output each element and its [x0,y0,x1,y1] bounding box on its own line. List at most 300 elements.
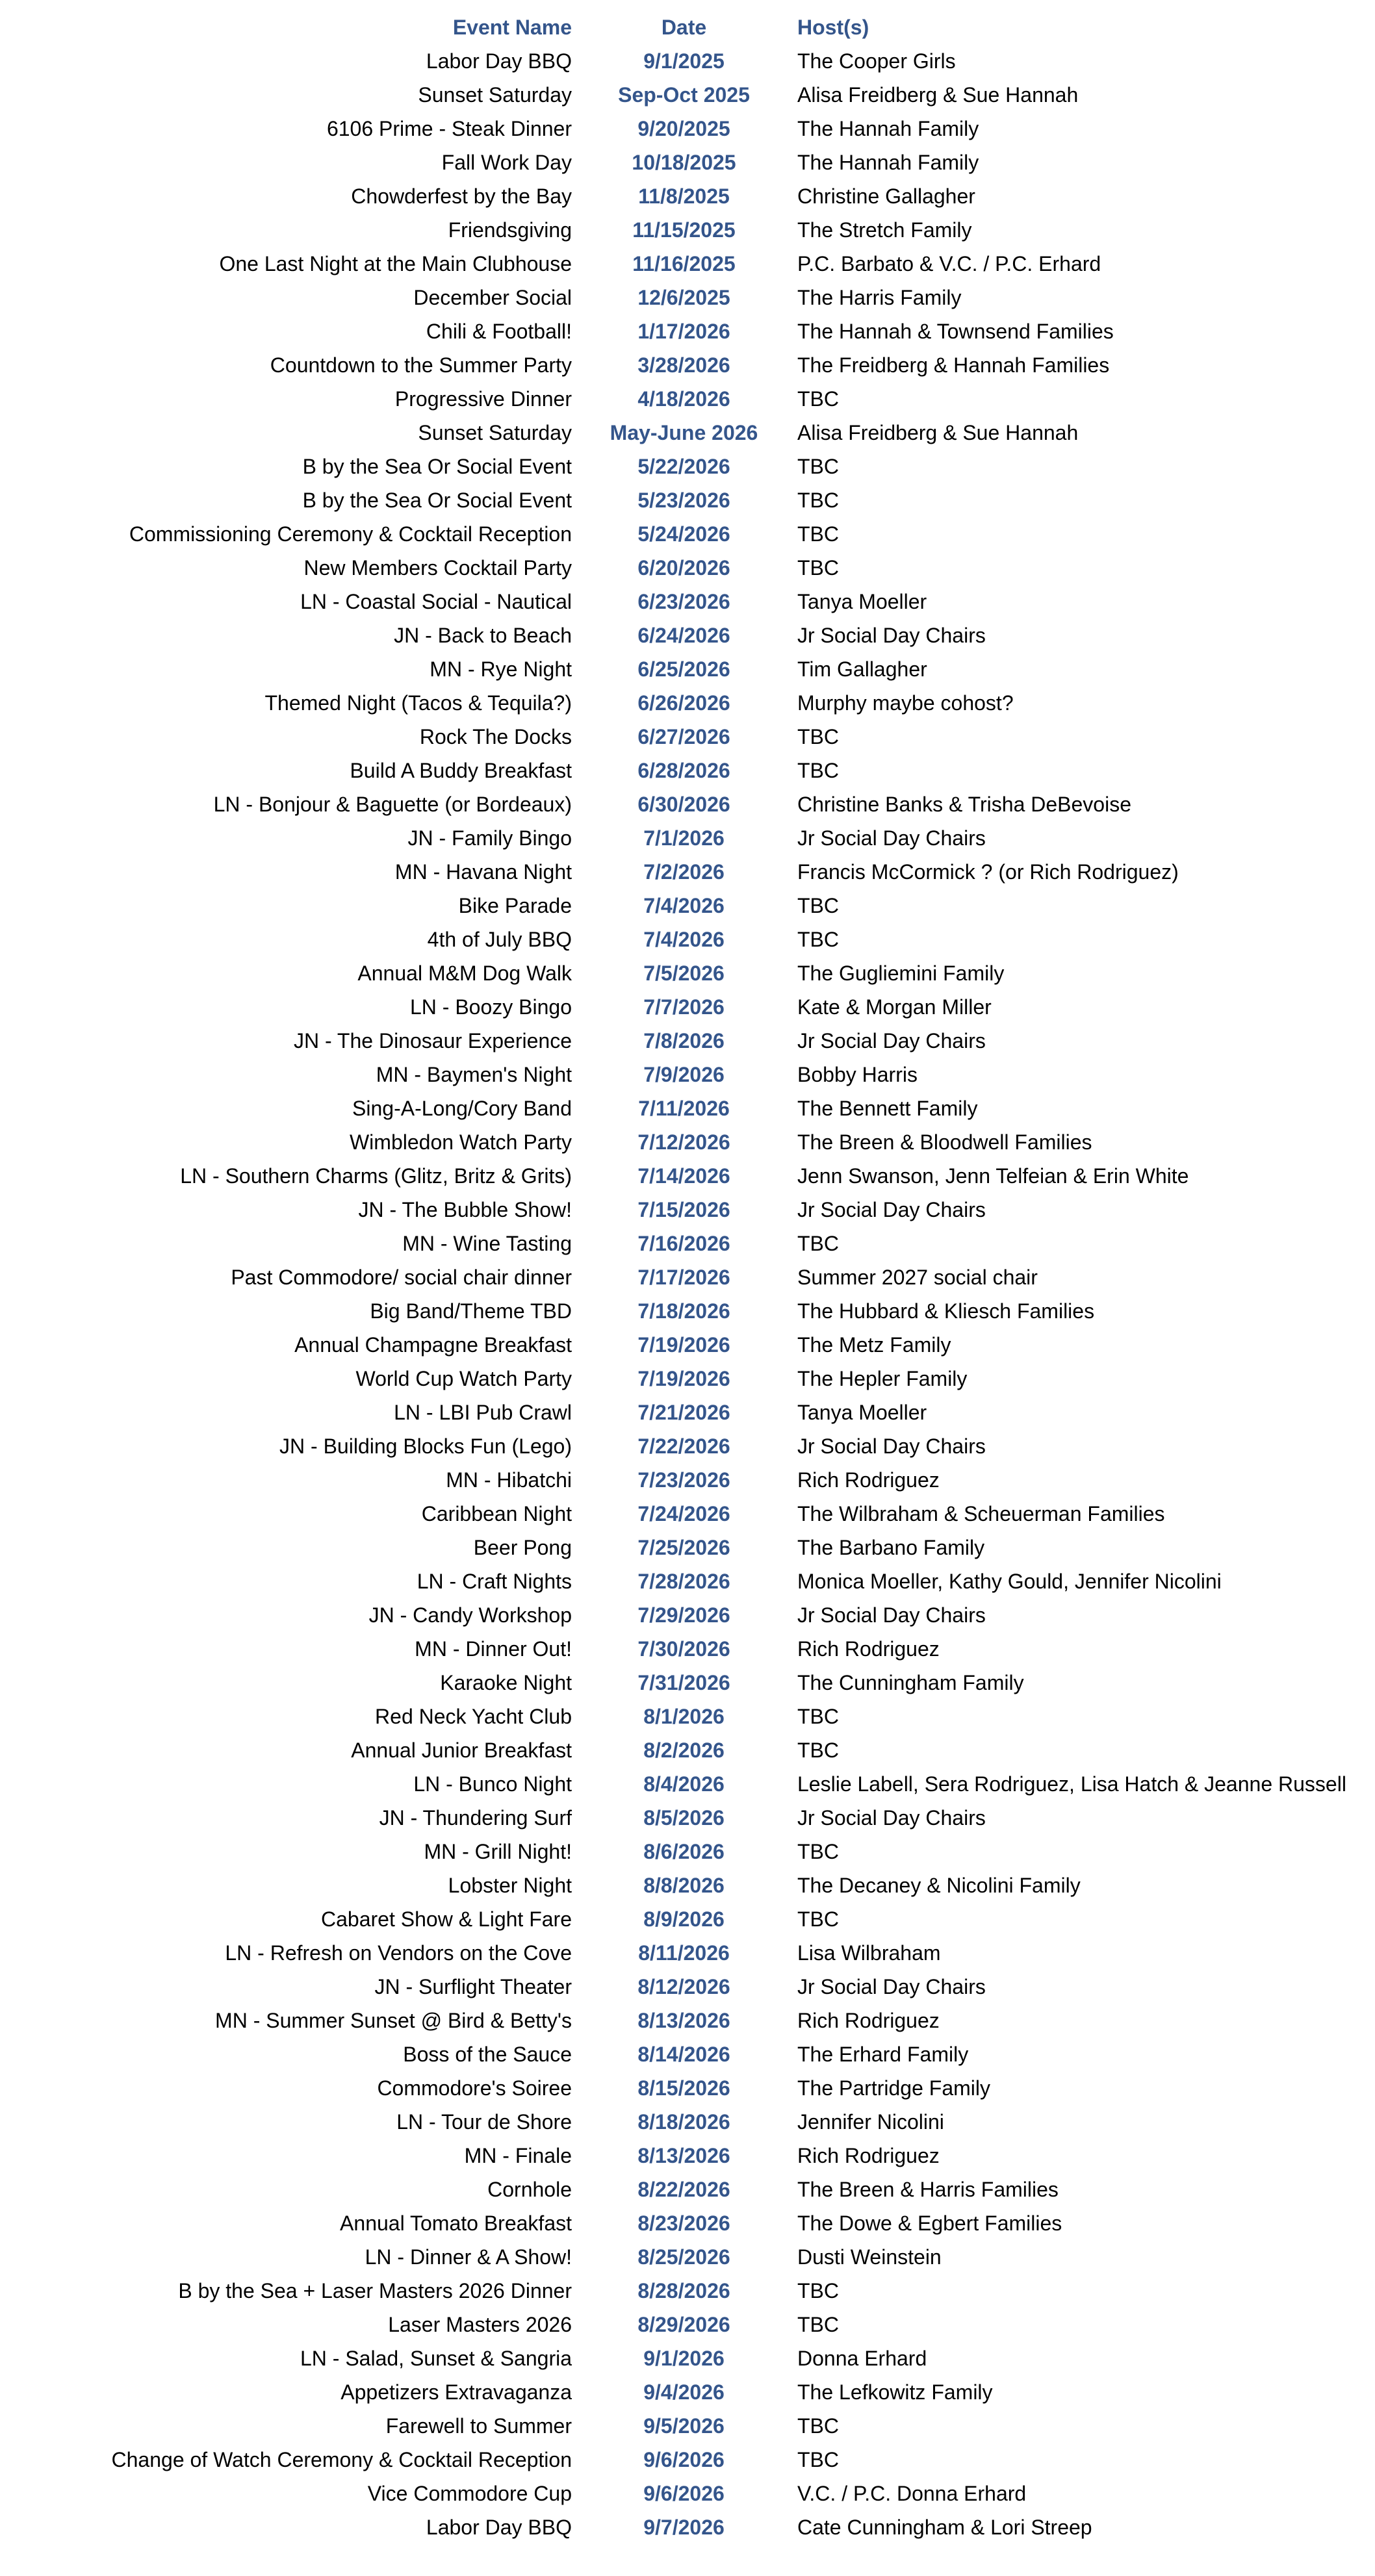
date-cell: 9/6/2026 [643,2448,725,2471]
host-cell: Rich Rodriguez [797,2009,940,2032]
date-cell: 7/5/2026 [643,962,725,985]
host-cell: Jennifer Nicolini [797,2110,944,2134]
host-cell: The Stretch Family [797,218,972,242]
host-cell: Francis McCormick ? (or Rich Rodriguez) [797,860,1179,884]
table-row [0,1058,1375,1091]
event-name-cell: 6106 Prime - Steak Dinner [326,117,572,140]
date-cell: 8/2/2026 [643,1739,725,1762]
date-cell: 5/24/2026 [637,522,730,546]
table-row [0,213,1375,247]
events-table [0,10,1375,2544]
event-name-cell: 4th of July BBQ [427,928,572,951]
table-row [0,2274,1375,2308]
date-cell: 8/1/2026 [643,1705,725,1728]
host-cell: Jr Social Day Chairs [797,826,986,850]
event-name-cell: MN - Hibatchi [446,1468,572,1492]
event-name-cell: MN - Finale [464,2144,572,2167]
table-row [0,1936,1375,1970]
host-cell: Leslie Labell, Sera Rodriguez, Lisa Hatch & Jeanne Russell [797,1772,1346,1796]
date-cell: 9/7/2026 [643,2516,725,2539]
date-cell: 9/1/2026 [643,2347,725,2370]
date-cell: 7/1/2026 [643,826,725,850]
date-cell: 7/15/2026 [637,1198,730,1221]
event-name-cell: B by the Sea Or Social Event [302,455,572,478]
event-name-cell: JN - The Dinosaur Experience [293,1029,572,1052]
event-name-cell: Annual Tomato Breakfast [340,2212,572,2235]
host-cell: TBC [797,928,839,951]
event-name-cell: Big Band/Theme TBD [370,1299,572,1323]
table-row [0,923,1375,956]
event-name-cell: Lobster Night [448,1874,572,1897]
event-name-cell: JN - Building Blocks Fun (Lego) [279,1435,572,1458]
event-name-cell: LN - Coastal Social - Nautical [300,590,572,613]
event-name-cell: LN - Boozy Bingo [409,995,572,1019]
event-name-cell: Annual Junior Breakfast [351,1739,572,1762]
date-cell: 7/4/2026 [643,928,725,951]
date-cell: 8/22/2026 [637,2178,730,2201]
date-cell: 6/25/2026 [637,657,730,681]
date-cell: 9/20/2025 [637,117,730,140]
host-cell: The Cooper Girls [797,49,956,73]
event-name-cell: Commissioning Ceremony & Cocktail Reception [129,522,572,546]
host-cell: The Cunningham Family [797,1671,1024,1694]
host-cell: The Harris Family [797,286,962,309]
event-name-cell: LN - Bonjour & Baguette (or Bordeaux) [213,793,572,816]
host-cell: Tim Gallagher [797,657,927,681]
host-cell: The Breen & Harris Families [797,2178,1059,2201]
table-row [0,2409,1375,2443]
event-name-cell: December Social [413,286,572,309]
date-cell: 9/4/2026 [643,2380,725,2404]
event-name-cell: Annual Champagne Breakfast [294,1333,572,1357]
host-cell: Tanya Moeller [797,590,927,613]
event-name-cell: Past Commodore/ social chair dinner [231,1266,572,1289]
table-row [0,2004,1375,2037]
host-cell: TBC [797,2414,839,2438]
event-name-cell: LN - Tour de Shore [396,2110,572,2134]
event-name-cell: Countdown to the Summer Party [270,353,572,377]
event-name-cell: JN - Candy Workshop [368,1603,572,1627]
host-cell: The Barbano Family [797,1536,985,1559]
date-cell: 7/11/2026 [638,1097,730,1120]
table-row [0,314,1375,348]
host-cell: The Hannah & Townsend Families [797,320,1114,343]
event-name-cell: Labor Day BBQ [426,2516,572,2539]
date-cell: 4/18/2026 [637,387,730,411]
date-cell: 8/18/2026 [637,2110,730,2134]
event-name-cell: Labor Day BBQ [426,49,572,73]
event-name-cell: LN - LBI Pub Crawl [394,1401,572,1424]
table-row [0,44,1375,78]
host-cell: The Bennett Family [797,1097,978,1120]
event-name-cell: JN - Back to Beach [394,624,572,647]
host-cell: TBC [797,1739,839,1762]
host-cell: TBC [797,725,839,748]
date-cell: 7/30/2026 [637,1637,730,1661]
event-name-cell: JN - Surflight Theater [374,1975,572,1998]
host-cell: The Erhard Family [797,2043,969,2066]
table-row [0,1902,1375,1936]
event-name-cell: Chowderfest by the Bay [351,185,572,208]
date-cell: 6/28/2026 [637,759,730,782]
date-cell: 6/27/2026 [637,725,730,748]
date-cell: 7/23/2026 [637,1468,730,1492]
event-name-cell: LN - Refresh on Vendors on the Cove [225,1941,572,1965]
date-cell: 7/31/2026 [637,1671,730,1694]
event-name-cell: Vice Commodore Cup [367,2482,572,2505]
table-row [0,2308,1375,2341]
table-row [0,2037,1375,2071]
date-cell: 8/14/2026 [637,2043,730,2066]
event-name-cell: Karaoke Night [440,1671,572,1694]
header-date: Date [661,16,707,39]
table-row [0,1497,1375,1531]
host-cell: TBC [797,2313,839,2336]
event-name-cell: LN - Dinner & A Show! [365,2245,572,2269]
host-cell: Murphy maybe cohost? [797,691,1014,715]
table-row [0,1125,1375,1159]
table-row [0,112,1375,146]
table-row [0,1227,1375,1260]
event-name-cell: B by the Sea Or Social Event [302,489,572,512]
table-row [0,1733,1375,1767]
event-name-cell: Change of Watch Ceremony & Cocktail Reception [111,2448,572,2471]
date-cell: 5/22/2026 [637,455,730,478]
event-name-cell: Farewell to Summer [385,2414,572,2438]
date-cell: 7/14/2026 [637,1164,730,1188]
host-cell: Cate Cunningham & Lori Streep [797,2516,1092,2539]
table-row [0,1632,1375,1666]
table-row [0,956,1375,990]
host-cell: Jr Social Day Chairs [797,1806,986,1830]
table-row [0,2341,1375,2375]
host-cell: TBC [797,2448,839,2471]
date-cell: 7/17/2026 [637,1266,730,1289]
date-cell: 5/23/2026 [637,489,730,512]
table-row [0,179,1375,213]
event-name-cell: Sunset Saturday [418,421,572,444]
event-name-cell: Sing-A-Long/Cory Band [352,1097,572,1120]
host-cell: TBC [797,1907,839,1931]
host-cell: The Freidberg & Hannah Families [797,353,1110,377]
date-cell: 7/25/2026 [637,1536,730,1559]
date-cell: 8/29/2026 [637,2313,730,2336]
host-cell: Dusti Weinstein [797,2245,942,2269]
table-row [0,1835,1375,1868]
host-cell: Monica Moeller, Kathy Gould, Jennifer Nicolini [797,1570,1222,1593]
event-name-cell: Wimbledon Watch Party [349,1130,572,1154]
table-row [0,2105,1375,2139]
table-row [0,1801,1375,1835]
table-row [0,754,1375,787]
date-cell: 7/28/2026 [637,1570,730,1593]
host-cell: TBC [797,759,839,782]
table-row [0,1294,1375,1328]
date-cell: 8/9/2026 [643,1907,725,1931]
event-name-cell: JN - The Bubble Show! [358,1198,572,1221]
event-name-cell: Cornhole [487,2178,572,2201]
table-row [0,551,1375,585]
host-cell: Bobby Harris [797,1063,918,1086]
host-cell: Tanya Moeller [797,1401,927,1424]
table-row [0,2443,1375,2477]
table-row [0,2173,1375,2206]
event-name-cell: Chili & Football! [426,320,572,343]
table-row [0,2477,1375,2510]
table-row [0,416,1375,450]
date-cell: 7/7/2026 [643,995,725,1019]
table-row [0,1666,1375,1700]
date-cell: 8/5/2026 [643,1806,725,1830]
host-cell: Jenn Swanson, Jenn Telfeian & Erin White [797,1164,1189,1188]
event-name-cell: Cabaret Show & Light Fare [321,1907,572,1931]
date-cell: 8/28/2026 [637,2279,730,2302]
date-cell: 9/6/2026 [643,2482,725,2505]
date-cell: May-June 2026 [610,421,758,444]
host-cell: The Decaney & Nicolini Family [797,1874,1081,1897]
event-name-cell: MN - Havana Night [394,860,572,884]
date-cell: 11/16/2025 [632,252,736,275]
date-cell: 7/4/2026 [643,894,725,917]
event-name-cell: MN - Rye Night [430,657,572,681]
date-cell: 8/4/2026 [643,1772,725,1796]
date-cell: 9/5/2026 [643,2414,725,2438]
table-row [0,1868,1375,1902]
host-cell: TBC [797,522,839,546]
event-name-cell: Themed Night (Tacos & Tequila?) [264,691,572,715]
date-cell: 6/23/2026 [637,590,730,613]
event-name-cell: LN - Craft Nights [417,1570,572,1593]
event-name-cell: MN - Baymen's Night [376,1063,572,1086]
table-row [0,889,1375,923]
event-name-cell: Bike Parade [458,894,572,917]
date-cell: 7/24/2026 [637,1502,730,1525]
event-name-cell: JN - Family Bingo [407,826,572,850]
host-cell: TBC [797,387,839,411]
date-cell: 7/19/2026 [637,1367,730,1390]
host-cell: Lisa Wilbraham [797,1941,941,1965]
date-cell: 8/12/2026 [637,1975,730,1998]
host-cell: TBC [797,894,839,917]
table-row [0,382,1375,416]
host-cell: The Partridge Family [797,2076,990,2100]
event-name-cell: LN - Southern Charms (Glitz, Britz & Grits) [180,1164,572,1188]
event-name-cell: JN - Thundering Surf [379,1806,572,1830]
event-name-cell: Rock The Docks [419,725,572,748]
date-cell: 7/16/2026 [637,1232,730,1255]
table-row [0,1564,1375,1598]
date-cell: 7/12/2026 [637,1130,730,1154]
event-name-cell: Friendsgiving [448,218,572,242]
table-row [0,2206,1375,2240]
host-cell: V.C. / P.C. Donna Erhard [797,2482,1027,2505]
event-name-cell: Laser Masters 2026 [388,2313,572,2336]
host-cell: Rich Rodriguez [797,1468,940,1492]
date-cell: 6/20/2026 [637,556,730,580]
event-name-cell: Caribbean Night [421,1502,572,1525]
table-row [0,618,1375,652]
host-cell: P.C. Barbato & V.C. / P.C. Erhard [797,252,1101,275]
date-cell: 7/9/2026 [643,1063,725,1086]
host-cell: Donna Erhard [797,2347,927,2370]
table-row [0,146,1375,179]
table-row [0,1091,1375,1125]
table-row [0,1463,1375,1497]
host-cell: Jr Social Day Chairs [797,1029,986,1052]
host-cell: The Dowe & Egbert Families [797,2212,1062,2235]
table-row [0,990,1375,1024]
host-cell: The Hepler Family [797,1367,968,1390]
event-name-cell: B by the Sea + Laser Masters 2026 Dinner [178,2279,572,2302]
date-cell: 6/24/2026 [637,624,730,647]
host-cell: Jr Social Day Chairs [797,624,986,647]
host-cell: Rich Rodriguez [797,2144,940,2167]
table-row [0,1328,1375,1362]
host-cell: The Breen & Bloodwell Families [797,1130,1092,1154]
date-cell: 7/19/2026 [637,1333,730,1357]
event-name-cell: World Cup Watch Party [355,1367,572,1390]
event-name-cell: Boss of the Sauce [403,2043,572,2066]
event-name-cell: Commodore's Soiree [377,2076,572,2100]
table-row [0,1396,1375,1429]
host-cell: The Lefkowitz Family [797,2380,993,2404]
host-cell: Summer 2027 social chair [797,1266,1038,1289]
date-cell: 8/13/2026 [637,2009,730,2032]
host-cell: TBC [797,1232,839,1255]
table-row [0,821,1375,855]
host-cell: Jr Social Day Chairs [797,1975,986,1998]
date-cell: 1/17/2026 [637,320,730,343]
date-cell: 3/28/2026 [637,353,730,377]
host-cell: TBC [797,1705,839,1728]
host-cell: Rich Rodriguez [797,1637,940,1661]
table-body [0,44,1375,2544]
date-cell: 7/21/2026 [637,1401,730,1424]
event-name-cell: Annual M&M Dog Walk [357,962,572,985]
host-cell: The Hannah Family [797,117,979,140]
event-name-cell: MN - Grill Night! [424,1840,572,1863]
table-row [0,1159,1375,1193]
table-row [0,2510,1375,2544]
host-cell: The Wilbraham & Scheuerman Families [797,1502,1165,1525]
table-row [0,517,1375,551]
date-cell: 11/15/2025 [632,218,736,242]
event-name-cell: Red Neck Yacht Club [375,1705,572,1728]
table-row [0,1024,1375,1058]
event-name-cell: Sunset Saturday [418,83,572,107]
event-name-cell: LN - Salad, Sunset & Sangria [300,2347,572,2370]
date-cell: 6/30/2026 [637,793,730,816]
host-cell: Jr Social Day Chairs [797,1603,986,1627]
table-row [0,1598,1375,1632]
table-row [0,1531,1375,1564]
date-cell: 8/23/2026 [637,2212,730,2235]
table-header-row [0,10,1375,44]
table-row [0,247,1375,281]
table-row [0,686,1375,720]
event-name-cell: MN - Wine Tasting [402,1232,572,1255]
host-cell: Alisa Freidberg & Sue Hannah [797,83,1079,107]
event-name-cell: Progressive Dinner [394,387,572,411]
host-cell: The Hubbard & Kliesch Families [797,1299,1095,1323]
event-name-cell: MN - Dinner Out! [415,1637,572,1661]
table-row [0,2139,1375,2173]
date-cell: 11/8/2025 [638,185,730,208]
event-name-cell: Fall Work Day [441,151,572,174]
table-row [0,1700,1375,1733]
table-row [0,652,1375,686]
date-cell: 8/8/2026 [643,1874,725,1897]
table-row [0,1429,1375,1463]
date-cell: 8/15/2026 [637,2076,730,2100]
table-row [0,787,1375,821]
event-name-cell: New Members Cocktail Party [303,556,572,580]
host-cell: Christine Banks & Trisha DeBevoise [797,793,1131,816]
host-cell: The Gugliemini Family [797,962,1005,985]
event-name-cell: Beer Pong [473,1536,572,1559]
event-name-cell: LN - Bunco Night [413,1772,572,1796]
table-row [0,1362,1375,1396]
table-row [0,1970,1375,2004]
event-name-cell: One Last Night at the Main Clubhouse [219,252,572,275]
date-cell: Sep-Oct 2025 [618,83,750,107]
date-cell: 8/6/2026 [643,1840,725,1863]
date-cell: 8/11/2026 [638,1941,730,1965]
date-cell: 8/25/2026 [637,2245,730,2269]
table-row [0,281,1375,314]
table-row [0,855,1375,889]
host-cell: TBC [797,1840,839,1863]
table-row [0,78,1375,112]
host-cell: TBC [797,556,839,580]
table-row [0,2240,1375,2274]
date-cell: 7/22/2026 [637,1435,730,1458]
date-cell: 6/26/2026 [637,691,730,715]
host-cell: Kate & Morgan Miller [797,995,992,1019]
event-name-cell: Appetizers Extravaganza [341,2380,572,2404]
host-cell: The Metz Family [797,1333,951,1357]
table-row [0,450,1375,483]
table-row [0,720,1375,754]
table-row [0,1767,1375,1801]
table-row [0,1260,1375,1294]
date-cell: 7/29/2026 [637,1603,730,1627]
date-cell: 9/1/2025 [643,49,725,73]
host-cell: Alisa Freidberg & Sue Hannah [797,421,1079,444]
date-cell: 12/6/2025 [637,286,730,309]
table-row [0,1193,1375,1227]
host-cell: The Hannah Family [797,151,979,174]
header-event-name: Event Name [452,16,572,39]
date-cell: 7/18/2026 [637,1299,730,1323]
event-name-cell: Build A Buddy Breakfast [350,759,572,782]
table-row [0,348,1375,382]
host-cell: TBC [797,455,839,478]
host-cell: Jr Social Day Chairs [797,1435,986,1458]
host-cell: TBC [797,2279,839,2302]
date-cell: 7/2/2026 [643,860,725,884]
event-name-cell: MN - Summer Sunset @ Bird & Betty's [215,2009,572,2032]
header-hosts: Host(s) [797,16,869,39]
table-row [0,483,1375,517]
table-row [0,2375,1375,2409]
table-row [0,2071,1375,2105]
date-cell: 10/18/2025 [632,151,736,174]
host-cell: Christine Gallagher [797,185,975,208]
date-cell: 7/8/2026 [643,1029,725,1052]
date-cell: 8/13/2026 [637,2144,730,2167]
host-cell: Jr Social Day Chairs [797,1198,986,1221]
